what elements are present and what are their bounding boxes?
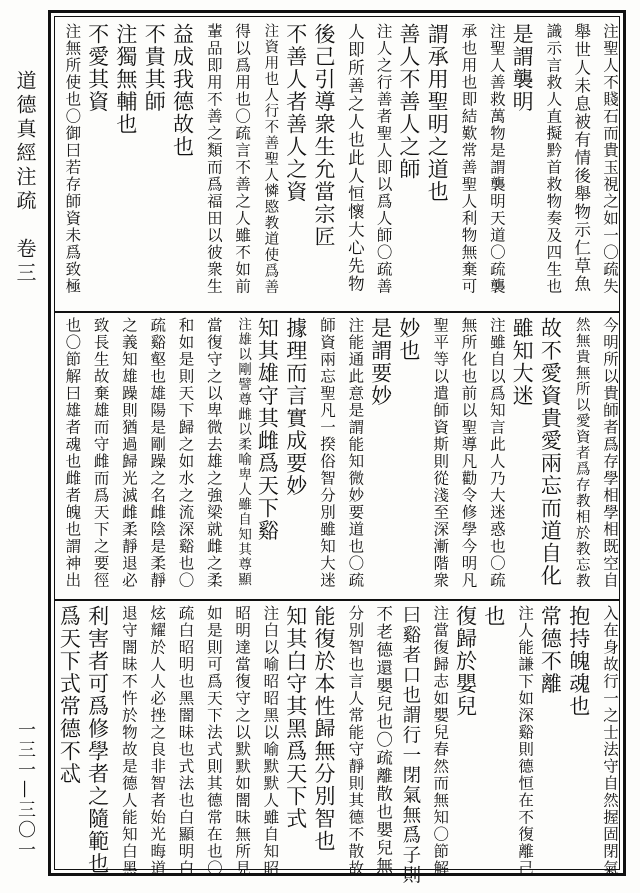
text-column: 和如是則天下歸之如水之流深谿也〇 (176, 317, 195, 589)
text-column: 爲天下式常德不忒 (57, 605, 82, 785)
text-column: 注獨無輔也 (113, 23, 138, 136)
text-column: 人即所善之人也此人恒懷大心先物 (345, 23, 365, 293)
text-column: 注人能謙下如深谿則德恒在不復離己 (516, 605, 535, 877)
text-column: 分別智也言人常能守靜則其德不散故 (346, 605, 365, 877)
text-column: 抱持魄魂也 (566, 605, 591, 718)
text-column: 益成我德故也 (170, 23, 195, 158)
text-column: 注聖人不賤石而貴玉視之如一〇疏失 (601, 23, 619, 295)
text-column: 聖平等以遣師資斯則從淺至深漸階衆 (431, 317, 450, 589)
text-column: 得以爲用也〇疏言不善之人雖不如前 (233, 23, 252, 295)
text-column: 知其白守其黑爲天下式 (283, 605, 308, 830)
text-column: 也〇節解曰雄者魂也雌者魄也謂神出 (63, 317, 82, 589)
text-column: 復歸於嬰兒 (453, 605, 478, 718)
text-column: 注人之行善者聖人即以爲人師〇疏善 (374, 23, 393, 295)
text-column: 不老德還嬰兒也〇疏離散也嬰兒無 (373, 605, 393, 875)
text-column: 如是則可爲天下法式則其德常在也〇 (204, 605, 223, 877)
text-column: 是謂襲明 (510, 23, 535, 113)
text-column: 常德不離 (538, 605, 563, 695)
text-column: 知其雄守其雌爲天下谿 (255, 317, 280, 542)
text-column: 今明所以貴師者爲存學相學相既空自 (601, 317, 619, 589)
text-column: 注能通此意是謂能知微妙要道也〇疏 (346, 317, 365, 589)
text-column: 注雖自以爲知言此人乃大迷惑也〇疏 (487, 317, 506, 589)
text-column: 注無所使也〇御曰若存師資未爲致極 (63, 23, 82, 295)
text-frame (48, 10, 626, 885)
text-column: 輩品即用不善之類而爲福田以彼衆生 (204, 23, 223, 295)
text-column: 承也用也即結歎常善聖人利物無棄可 (459, 23, 478, 295)
text-column: 妙也 (396, 317, 421, 362)
text-column: 注聖人善救萬物是謂襲明天道〇疏襲 (487, 23, 506, 295)
text-column: 疏谿壑也雄陽是剛躁之名雌陰是柔靜 (148, 317, 167, 589)
text-column: 入在身故行一之士法守自然握固閉氣 (601, 605, 619, 877)
text-column: 師資兩忘聖凡一揆俗智分別雖知大迷 (318, 317, 336, 589)
text-column: 雖知大迷 (510, 317, 535, 407)
text-column: 之義知雄躁則猶過歸光滅雌柔靜退必 (119, 317, 138, 589)
text-column: 疏白昭明也黑闇昧也式法也白顯明白 (176, 605, 195, 877)
text-column: 退守闇昧不忤於物故是德人能知白黑 (119, 605, 138, 877)
text-column: 據理而言實成要妙 (283, 317, 308, 497)
text-column: 故不愛資貴愛兩忘而道自化 (538, 317, 563, 587)
text-column: 善人不善人之師 (396, 23, 421, 181)
text-column: 注當復歸志如嬰兒春然而無知〇節解 (431, 605, 450, 877)
section-divider (55, 599, 619, 601)
text-column: 是謂要妙 (368, 317, 393, 407)
text-column: 炫耀於人人必挫之良非智者始光晦道 (148, 605, 167, 877)
text-column: 識示言救人直擬黔首救物奏及四生也 (544, 23, 563, 295)
text-column: 也 (481, 605, 506, 628)
text-column: 注雄以剛譬尊雌以柔喻卑人雖自知其尊顯 (235, 317, 252, 587)
text-column: 昭明達當復守之以默默如闇昧無所見 (233, 605, 252, 877)
text-column: 不貴其師 (142, 23, 167, 113)
text-column: 無所化也前以聖導凡勸令修學今明凡 (459, 317, 478, 589)
text-column: 利害者可爲修學者之隨範也 (85, 605, 110, 875)
text-column: 致長生故棄雄而守雌而爲天下之要徑 (91, 317, 110, 589)
text-column: 當復守之以卑微去雄之強梁就雌之柔 (204, 317, 223, 589)
page-number: 一三一—三〇一 (15, 720, 36, 860)
text-column: 不善人者善人之資 (283, 23, 308, 203)
section-divider (55, 311, 619, 313)
text-column: 謂承用聖明之道也 (425, 23, 450, 203)
text-column: 注白以喻昭昭黑以喻默默人雖自知昭 (261, 605, 280, 877)
text-column: 後己引導衆生允當宗匠 (312, 23, 336, 248)
text-column: 曰谿者口也謂行一閉氣無爲子則 (399, 605, 421, 885)
text-column: 能復於本性歸無分別智也 (312, 605, 336, 853)
text-column: 注資用也人行不善聖人憐愍教道使爲善 (262, 23, 279, 295)
text-column: 舉世人未息被有情後舉物示仁草魚 (571, 23, 591, 293)
text-column: 然無貴無所以愛資者爲存教相於教忘教 (573, 317, 590, 589)
book-title: 道德真經注疏 卷三 (13, 70, 37, 286)
inner-border (54, 16, 620, 885)
text-column: 不愛其資 (85, 23, 110, 113)
